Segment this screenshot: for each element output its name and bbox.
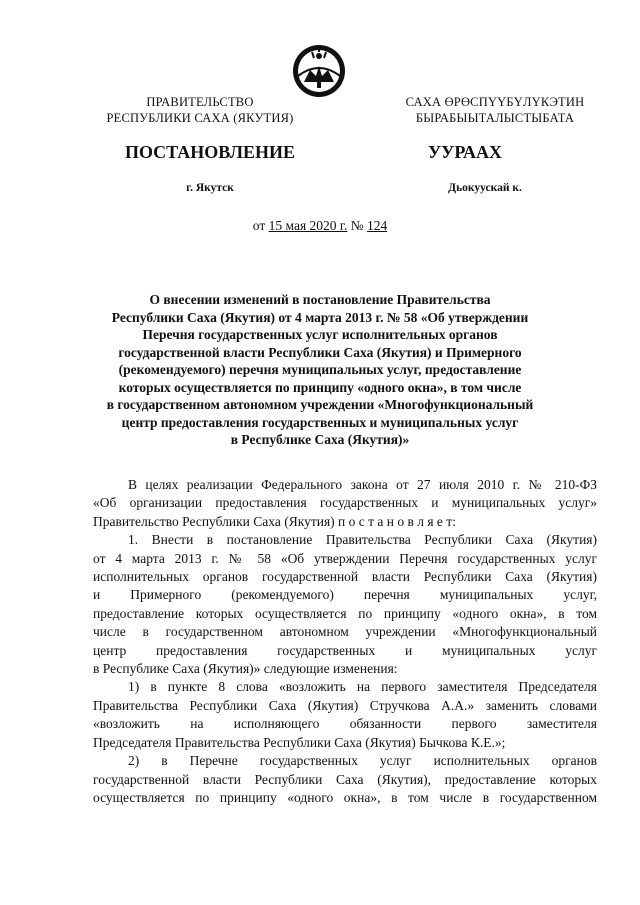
body-line: Правительство Республики Саха (Якутия) п о с т а н о в л я е т:: [93, 513, 456, 529]
document-title: [95, 291, 545, 449]
date-line: [0, 218, 640, 234]
doc-type-ru: ПОСТАНОВЛЕНИЕ: [124, 142, 296, 162]
title-line: Перечня государственных услуг исполнительных органов: [142, 327, 498, 342]
body-line: Председателя Правительства Республики Саха (Якутия) Бычкова К.Е.»;: [93, 734, 506, 750]
title-line: в Республике Саха (Якутия)»: [230, 432, 410, 447]
city-sah: Дьокуускай к.: [448, 182, 522, 194]
header-right-line1: САХА ӨРӨСПҮҮБҮЛҮКЭТИН: [405, 95, 585, 109]
title-line: государственной власти Республики Саха (Якутия) и Примерного: [118, 344, 522, 360]
body-line: «возложить на исполняющего обязанности первого заместителя: [93, 716, 597, 732]
paragraph-preamble: [93, 476, 597, 531]
title-line: которых осуществляется по принципу «одного окна», в том числе: [118, 379, 522, 395]
body-line: В целях реализации Федерального закона от 27 июля 2010 г. № 210-ФЗ: [128, 477, 597, 492]
header-right-line2: БЫРАБЫЫТАЛЫСТЫБАТА: [415, 111, 575, 125]
document-body: [93, 476, 597, 807]
paragraph-subitem-2: [93, 752, 597, 807]
number-prefix: №: [347, 218, 367, 233]
body-line: центр предоставления государственных и муниципальных услуг: [93, 642, 597, 658]
header-org-ru: [100, 94, 300, 126]
title-line: центр предоставления государственных и муниципальных услуг: [121, 414, 519, 430]
city-ru: г. Якутск: [186, 182, 234, 194]
title-line: в государственном автономном учреждении «Многофункциональный: [106, 397, 534, 412]
body-line: предоставление которых осуществляется по принципу «одного окна», в том: [93, 605, 597, 621]
title-line: (рекомендуемого) перечня муниципальных услуг, предоставление: [118, 362, 522, 377]
header-left-line1: ПРАВИТЕЛЬСТВО: [146, 95, 254, 109]
header-left-line2: РЕСПУБЛИКИ САХА (ЯКУТИЯ): [106, 111, 294, 125]
doc-date: 15 мая 2020 г.: [268, 218, 348, 233]
header-org-sah: [380, 94, 610, 126]
paragraph-subitem-1: [93, 678, 597, 752]
body-line: от 4 марта 2013 г. № 58 «Об утверждении Перечня государственных услуг: [93, 550, 597, 566]
title-line: Республики Саха (Якутия) от 4 марта 2013 г. № 58 «Об утверждении: [111, 309, 529, 325]
body-line: Правительства Республики Саха (Якутия) Стручкова А.А.» заменить словами: [93, 697, 597, 713]
body-line: 1. Внести в постановление Правительства Республики Саха (Якутия): [128, 532, 597, 548]
body-line: числе в государственном автономном учреждении «Многофункциональный: [93, 624, 597, 640]
title-line: О внесении изменений в постановление Правительства: [149, 292, 491, 307]
doc-number: 124: [366, 218, 388, 233]
date-prefix: от: [252, 218, 269, 233]
body-line: «Об организации предоставления государственных и муниципальных услуг»: [93, 495, 597, 511]
body-line: и Примерного (рекомендуемого) перечня муниципальных услуг,: [93, 587, 597, 603]
body-line: 1) в пункте 8 слова «возложить на первого заместителя Председателя: [128, 679, 597, 695]
body-line: исполнительных органов государственной власти Республики Саха (Якутия): [93, 569, 597, 585]
paragraph-item-1: [93, 531, 597, 678]
coat-of-arms-icon: [290, 42, 348, 100]
body-line: осуществляется по принципу «одного окна», в том числе в государственном: [93, 789, 597, 805]
body-line: в Республике Саха (Якутия)» следующие изменения:: [93, 661, 398, 677]
body-line: 2) в Перечне государственных услуг исполнительных органов: [128, 753, 597, 769]
body-line: государственной власти Республики Саха (Якутия), предоставление которых: [93, 771, 597, 787]
doc-type-sah: УУРААХ: [427, 142, 503, 162]
